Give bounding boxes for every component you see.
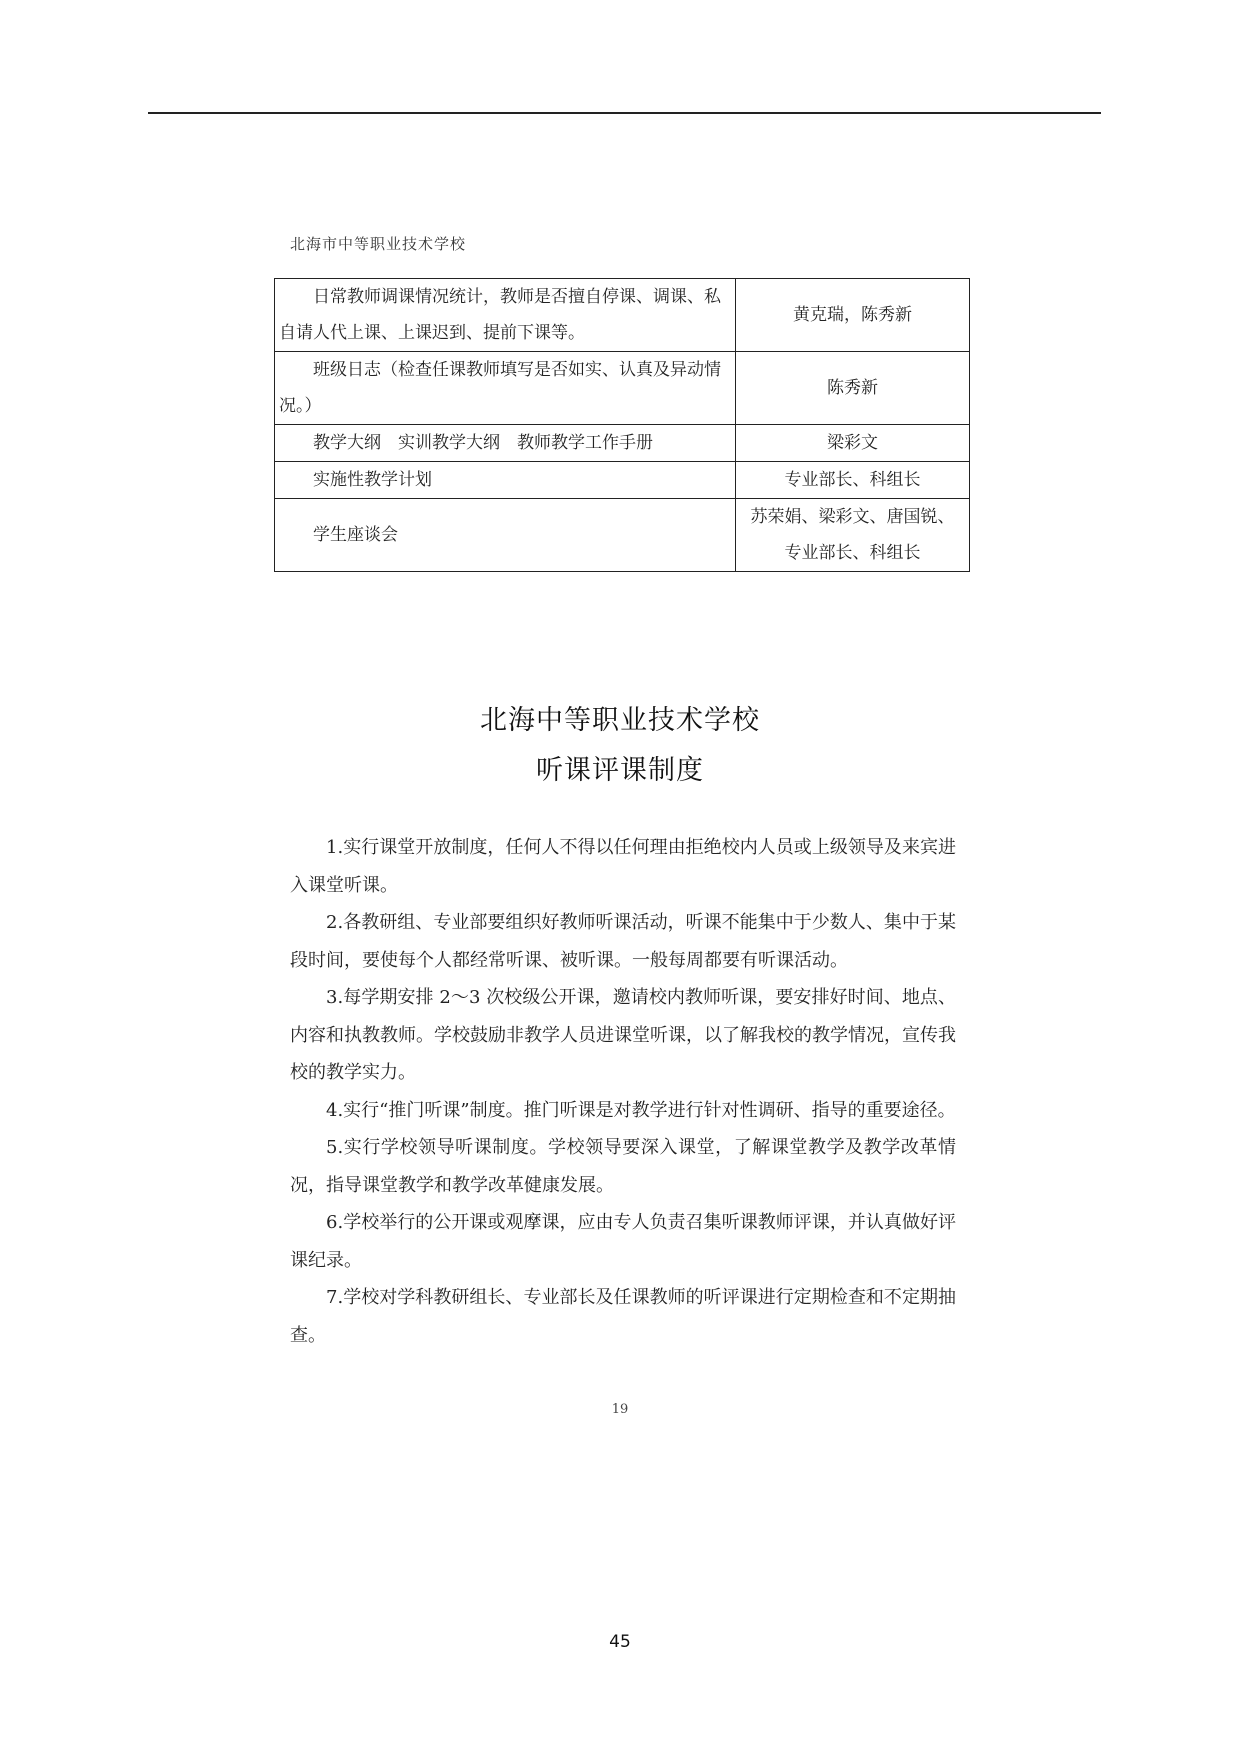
table-row	[275, 352, 970, 425]
person-line: 专业部长、科组长	[784, 543, 921, 563]
regulation-item: 5.实行学校领导听课制度。学校领导要深入课堂，了解课堂教学及教学改革情况，指导课堂教学和教学改革健康发展。	[290, 1137, 956, 1196]
task-cell: 学生座谈会	[275, 499, 736, 572]
regulation-item: 2.各教研组、专业部要组织好教师听课活动，听课不能集中于少数人、集中于某段时间，要使每个人都经常听课、被听课。一般每周都要有听课活动。	[290, 912, 956, 971]
table-row	[275, 279, 970, 352]
document-header: 北海市中等职业技术学校	[290, 235, 467, 253]
person-cell: 专业部长、科组长	[736, 462, 970, 499]
document-title: 北海中等职业技术学校	[480, 705, 760, 736]
table-row	[275, 425, 970, 462]
regulation-item: 6.学校举行的公开课或观摩课，应由专人负责召集听课教师评课，并认真做好评课纪录。	[290, 1212, 956, 1271]
duty-table	[274, 278, 970, 572]
regulation-item: 3.每学期安排 2～3 次校级公开课，邀请校内教师听课，要安排好时间、地点、内容和执教教师。学校鼓励非教学人员进课堂听课，以了解我校的教学情况，宣传我校的教学实力。	[290, 987, 956, 1083]
header-rule	[148, 112, 1101, 114]
table-row	[275, 462, 970, 499]
task-cell: 日常教师调课情况统计，教师是否擅自停课、调课、私自请人代上课、上课迟到、提前下课等。	[275, 279, 736, 352]
regulation-body	[290, 829, 956, 1354]
regulation-item: 7.学校对学科教研组长、专业部长及任课教师的听评课进行定期检查和不定期抽查。	[290, 1287, 956, 1346]
person-line: 苏荣娟、梁彩文、唐国锐、	[750, 507, 955, 527]
table-row	[275, 499, 970, 572]
person-cell: 梁彩文	[736, 425, 970, 462]
regulation-item: 1.实行课堂开放制度，任何人不得以任何理由拒绝校内人员或上级领导及来宾进入课堂听课。	[290, 837, 956, 896]
regulation-item: 4.实行“推门听课”制度。推门听课是对教学进行针对性调研、指导的重要途径。	[326, 1099, 956, 1121]
person-cell	[736, 499, 970, 572]
task-cell: 班级日志（检查任课教师填写是否如实、认真及异动情况。）	[275, 352, 736, 425]
person-cell: 黄克瑞，陈秀新	[736, 279, 970, 352]
inner-page-number: 19	[611, 1402, 629, 1417]
page-number: 45	[609, 1632, 631, 1652]
task-cell: 实施性教学计划	[275, 462, 736, 499]
document-subtitle: 听课评课制度	[536, 755, 704, 786]
person-cell: 陈秀新	[736, 352, 970, 425]
task-cell: 教学大纲 实训教学大纲 教师教学工作手册	[275, 425, 736, 462]
